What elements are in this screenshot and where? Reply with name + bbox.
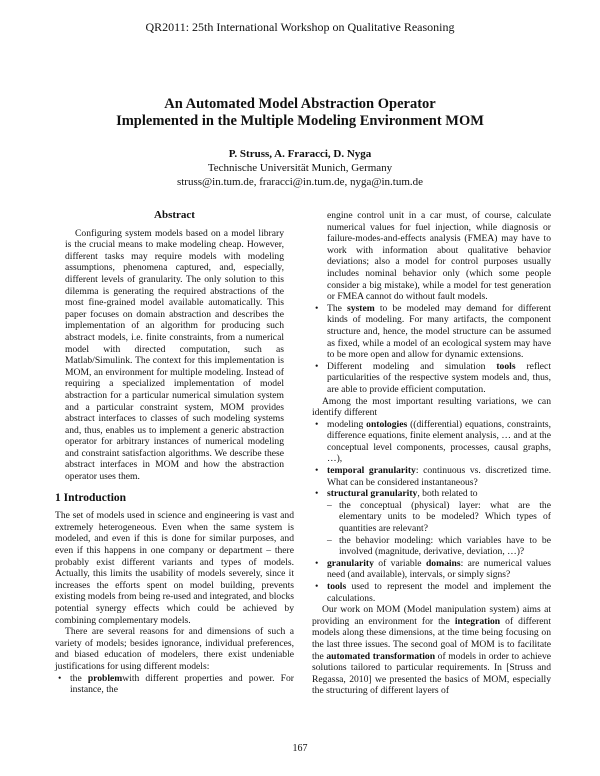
bullet-1-continuation: engine control unit in a car must, of course, calculate numerical values for fuel injection, while diagnosis or failure-modes-and-effects analysis (FMEA) may have to work with information about qualitative behavior deviations; also a model for control purposes usually includes nominal behavior only (which some people consider a big mistake), while a model for test generation or FMEA cannot do without fault models. — [327, 210, 551, 303]
list-item — [312, 210, 551, 303]
bullet-icon: • — [315, 360, 319, 372]
dash-icon: – — [327, 499, 332, 511]
page-number: 167 — [292, 743, 308, 754]
abstract-text: Configuring system models based on a model library is the crucial means to make modeling cheap. However, different tasks may require models with modeling assumptions, phenomena captured, and, especially, different levels of granularity. The only solution to this dilemma is generating the required abstractions of the most fine-grained model available automatically. This paper focuses on domain abstraction and describes the implementation of an algorithm for producing such abstract models, i.e. finite constraints, from a numerical model with directed computation, such as Matlab/Simulink. The context for this implementation is MOM, an environment for multiple modeling. Instead of requiring a specialized implementation of model abstraction for a particular numerical simulation system and a particular constraint system, MOM provides abstract interfaces to classes of such modeling systems and, thus, enables us to implement a generic abstraction operator for arbitrary instances of numerical modeling and constraint satisfaction algorithms. We describe these abstract interfaces in MOM and how the abstraction operator uses them. — [65, 227, 284, 483]
bullet-icon: • — [315, 581, 319, 592]
abstract-heading: Abstract — [154, 209, 195, 221]
bullet-1-text-left: with different properties and power. For instance, the — [70, 672, 294, 696]
title-line-1: An Automated Model Abstraction Operator — [164, 96, 436, 112]
reasons-list-continued — [312, 210, 551, 396]
list-item: • the problemwith different properties and power. For instance, the — [58, 672, 294, 696]
list-item: • Different modeling and simulation tools reflect particularities of the respective system models and, thus, are able to provide efficient computation. — [315, 360, 551, 395]
list-item: • granularity of variable domains: are numerical values need (and available), intervals, or simply signs? — [315, 557, 551, 581]
list-item: – the behavior modeling: which variables have to be involved (magnitude, derivative, deviation, …)? — [327, 534, 551, 558]
sub-list — [327, 500, 551, 558]
bullet-icon: • — [315, 557, 319, 569]
paper-title — [0, 96, 600, 130]
list-item: – the conceptual (physical) layer: what are the elementary units to be modeled? Which types of quantities are relevant? — [327, 499, 551, 535]
variations-list — [312, 419, 551, 605]
bullet-icon: • — [315, 302, 319, 314]
variations-intro: Among the most important resulting variations, we can identify different — [312, 395, 551, 419]
author-emails: struss@in.tum.de, fraracci@in.tum.de, nyga@in.tum.de — [176, 176, 424, 188]
author-names: P. Struss, A. Fraracci, D. Nyga — [228, 148, 372, 160]
list-item: • The system to be modeled may demand for different kinds of modeling. For many artifacts, the component structure and, hence, the model structure can be assumed as fixed, while a model of an ecological system may have to be more open and allow for dynamic extensions. — [315, 302, 551, 361]
list-item: • modeling ontologies ((differential) equations, constraints, difference equations, finite element analysis, … and at the conceptual level components, processes, causal graphs, …), — [315, 418, 552, 465]
bullet-icon: • — [315, 465, 319, 477]
left-column — [55, 210, 294, 696]
dash-icon: – — [327, 534, 332, 546]
author-block — [0, 147, 600, 189]
closing-paragraph: Our work on MOM (Model manipulation system) aims at providing an environment for the integration of different models along these dimensions, at the time being focusing on the last three issues. The second goal of MOM is to facilitate the automated transformation of models in order to achieve solutions tailored to particular requirements. In [Struss and Regassa, 2010] we presented the basics of MOM, especially the structuring of different layers of — [312, 604, 552, 697]
bullet-icon: • — [315, 418, 319, 430]
bullet-icon: • — [58, 672, 62, 684]
intro-paragraph-1: The set of models used in science and engineering is vast and extremely heterogeneous. Even when the same system is modeled, and even if this is done for similar purposes, and even if this happens in one company or department – there probably exist different variants and types of models. Actually, this limits the usability of models severely, since it increases the efforts spent on model building, prevents existing models from being re-used and integrated, and blocks potential synergy effects which could be achieved by combining complementary models. — [55, 510, 294, 626]
right-column — [312, 210, 551, 697]
bullet-icon: • — [315, 488, 319, 500]
title-line-2: Implemented in the Multiple Modeling Environment MOM — [116, 113, 484, 129]
list-item: • structural granularity, both related to – the conceptual (physical) layer: what are the elementary units to be modeled? Which types of quantities are relevant? – the behavior modeling: which variables have to be involved (magnitude, derivative, deviation, …)? — [315, 488, 551, 558]
reasons-list — [55, 673, 294, 696]
list-item: • temporal granularity: continuous vs. discretized time. What can be considered instantaneous? — [315, 465, 551, 488]
affiliation: Technische Universität Munich, Germany — [207, 162, 393, 174]
running-header: QR2011: 25th International Workshop on Qualitative Reasoning — [145, 20, 455, 34]
section-heading: 1 Introduction — [55, 491, 127, 504]
list-item: • tools used to represent the model and implement the calculations. — [315, 581, 551, 604]
intro-paragraph-2: There are several reasons for and dimensions of such a variety of models; besides ignorance, individual preferences, and biased education of modelers, there exist undeniable justifications for using different models: — [55, 626, 294, 672]
